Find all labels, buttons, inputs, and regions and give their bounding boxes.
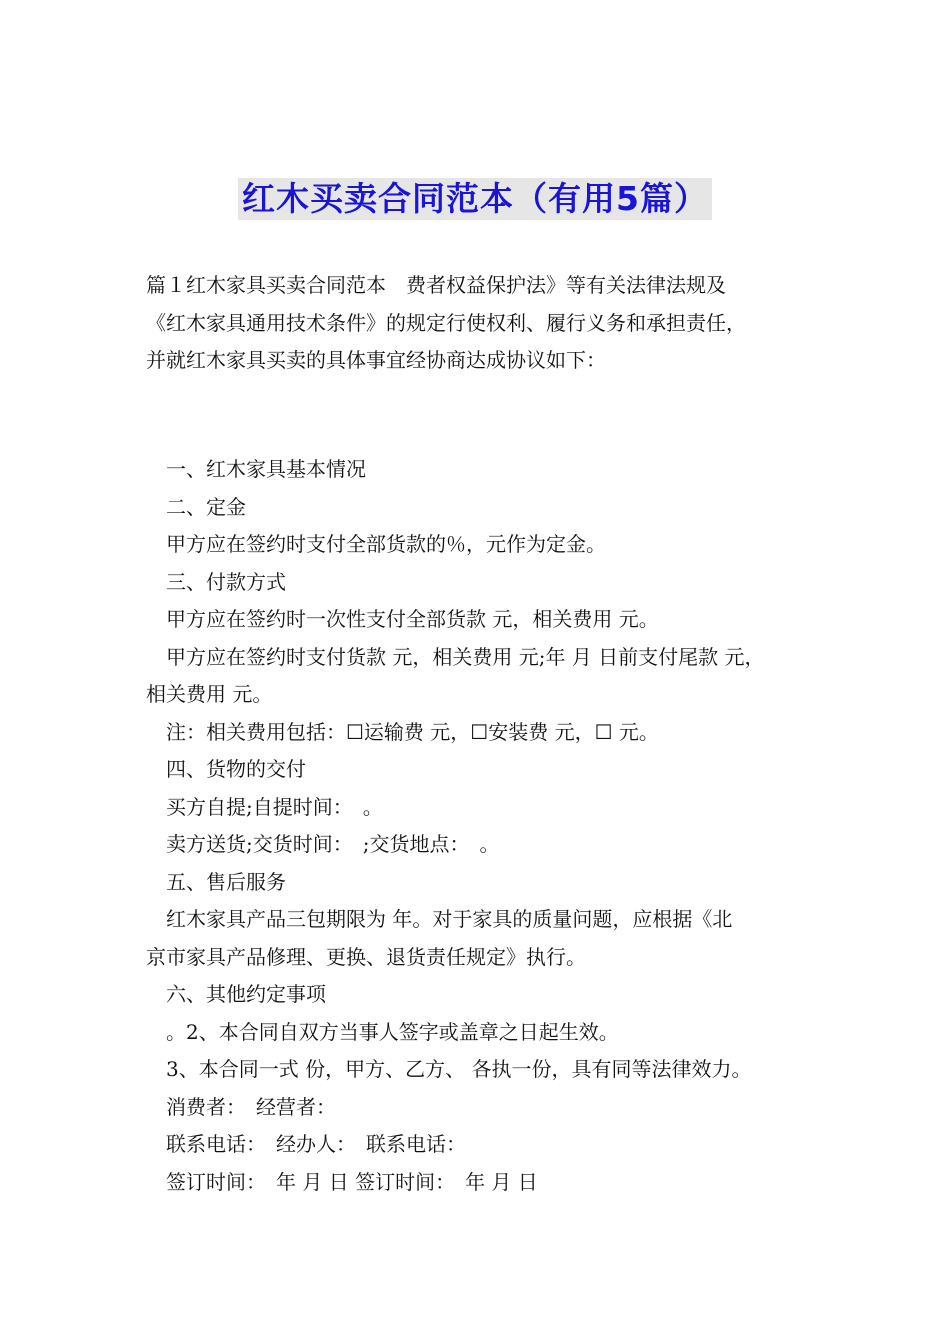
section-line: 京市家具产品修理、更换、退货责任规定》执行。 xyxy=(146,944,586,969)
section-line: 消费者： 经营者： xyxy=(166,1094,336,1119)
section-line: 四、货物的交付 xyxy=(166,757,306,781)
section-line: 甲方应在签约时支付全部货款的％，元作为定金。 xyxy=(166,532,606,556)
section-line: 甲方应在签约时一次性支付全部货款 元，相关费用 元。 xyxy=(166,607,659,631)
title-container xyxy=(0,178,950,220)
contract-sections xyxy=(146,451,811,1201)
section-line: 红木家具产品三包期限为 年。对于家具的质量问题，应根据《北 xyxy=(166,907,733,931)
section-line: 一、红木家具基本情况 xyxy=(166,457,366,481)
section-line: 二、定金 xyxy=(166,494,246,519)
section-line: 注：相关费用包括：☐运输费 元，☐安装费 元，☐ 元。 xyxy=(166,719,659,744)
section-line: 五、售后服务 xyxy=(166,869,286,894)
section-line: 相关费用 元。 xyxy=(146,682,273,706)
document-title: 红木买卖合同范本（有用5篇） xyxy=(238,178,712,220)
section-line: 签订时间： 年 月 日 签订时间： 年 月 日 xyxy=(166,1169,538,1194)
section-line: 卖方送货;交货时间： ;交货地点： 。 xyxy=(166,832,500,856)
section-line: 六、其他约定事项 xyxy=(166,982,326,1006)
section-line: 3、本合同一式 份，甲方、乙方、 各执一份，具有同等法律效力。 xyxy=(166,1057,752,1081)
section-line: 。2、本合同自双方当事人签字或盖章之日起生效。 xyxy=(166,1019,619,1044)
section-line: 买方自提;自提时间： 。 xyxy=(166,794,383,819)
section-line: 联系电话： 经办人： 联系电话： xyxy=(166,1132,466,1156)
intro-line: 《红木家具通用技术条件》的规定行使权利、履行义务和承担责任， xyxy=(146,310,746,335)
intro-line: 并就红木家具买卖的具体事宜经协商达成协议如下： xyxy=(146,348,606,372)
section-line: 三、付款方式 xyxy=(166,569,286,594)
section-line: 甲方应在签约时支付货款 元，相关费用 元;年 月 日前支付尾款 元， xyxy=(166,644,765,669)
intro-line: 篇１红木家具买卖合同范本 费者权益保护法》等有关法律法规及 xyxy=(146,273,726,297)
intro-paragraph xyxy=(146,267,811,380)
